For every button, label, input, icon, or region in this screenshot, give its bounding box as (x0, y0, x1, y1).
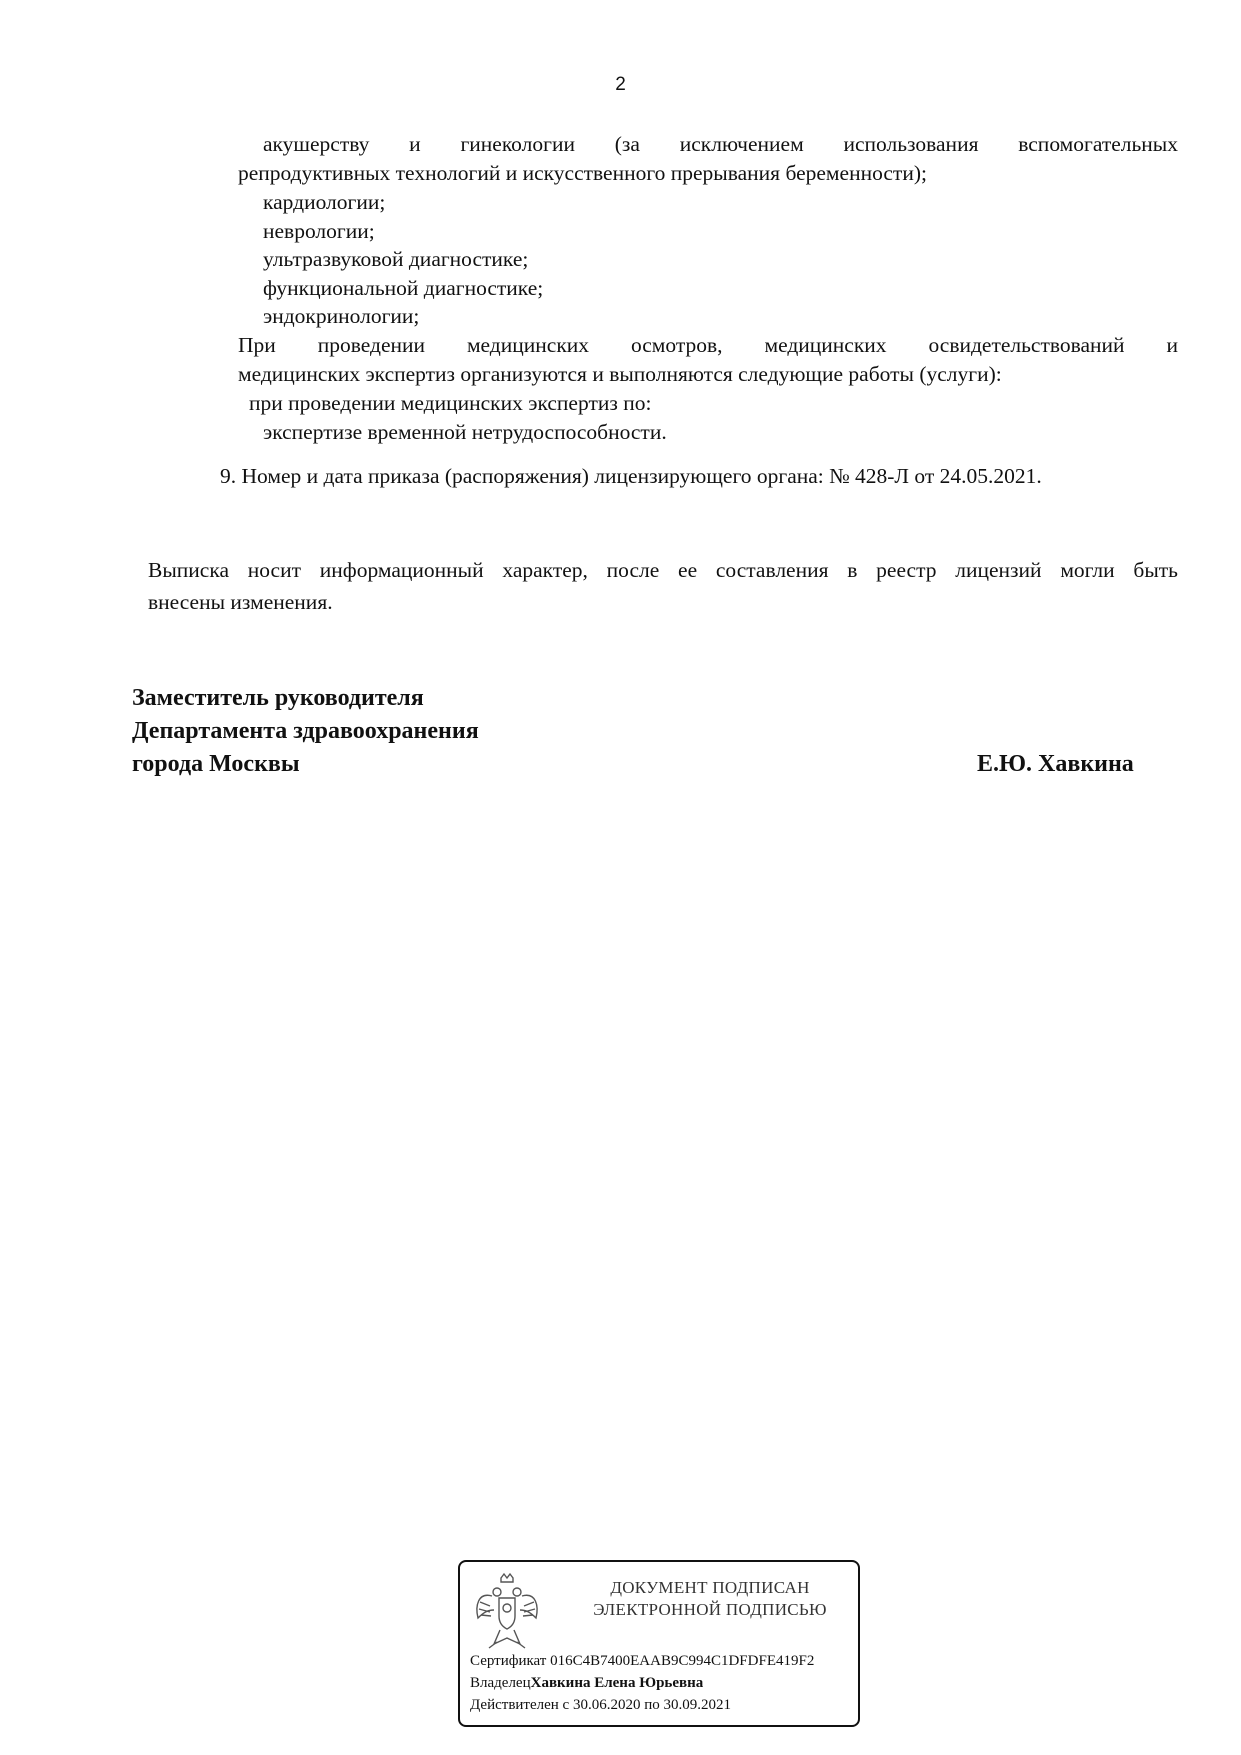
signatory-title-line-2: Департамента здравоохранения (132, 718, 479, 744)
page-number: 2 (615, 74, 626, 95)
exams-sub: при проведении медицинских экспертиз по: (249, 391, 652, 415)
stamp-header-line-1: ДОКУМЕНТ ПОДПИСАН (610, 1578, 810, 1597)
certificate-label: Сертификат (470, 1653, 547, 1669)
exams-line-1: При проведении медицинских осмотров, медицинских освидетельствований и (238, 333, 1178, 357)
notice-line-1: Выписка носит информационный характер, после ее составления в реестр лицензий могли быть (148, 558, 1178, 582)
signatory-name: Е.Ю. Хавкина (977, 751, 1134, 777)
license-order: 9. Номер и дата приказа (распоряжения) лицензирующего органа: № 428-Л от 24.05.2021. (220, 464, 1042, 488)
certificate-value: 016C4B7400EAAB9C994C1DFDFE419F2 (550, 1653, 815, 1669)
service-item-neurology: неврологии; (263, 219, 375, 243)
owner-label: Владелец (470, 1675, 531, 1691)
signatory-title-line-3: города Москвы (132, 751, 300, 777)
e-signature-stamp (458, 1560, 860, 1727)
service-item-endocrinology: эндокринологии; (263, 304, 420, 328)
stamp-header-line-2: ЭЛЕКТРОННОЙ ПОДПИСЬЮ (593, 1600, 827, 1619)
service-item-cardiology: кардиологии; (263, 190, 386, 214)
stamp-header (560, 1577, 860, 1621)
stamp-validity: Действителен с 30.06.2020 по 30.09.2021 (470, 1697, 731, 1713)
owner-value: Хавкина Елена Юрьевна (530, 1675, 704, 1691)
signatory-title-line-1: Заместитель руководителя (132, 685, 424, 711)
stamp-owner (470, 1673, 703, 1693)
stamp-certificate (470, 1651, 814, 1671)
exams-item: экспертизе временной нетрудоспособности. (263, 420, 667, 444)
services-line-2: репродуктивных технологий и искусственного прерывания беременности); (238, 161, 927, 185)
service-item-ultrasound: ультразвуковой диагностике; (263, 247, 529, 271)
exams-line-2: медицинских экспертиз организуются и выполняются следующие работы (услуги): (238, 362, 1002, 386)
coat-of-arms-icon (472, 1572, 542, 1652)
services-line-1: акушерству и гинекологии (за исключением использования вспомогательных (263, 132, 1178, 156)
notice-line-2: внесены изменения. (148, 590, 333, 614)
service-item-functional: функциональной диагностике; (263, 276, 544, 300)
